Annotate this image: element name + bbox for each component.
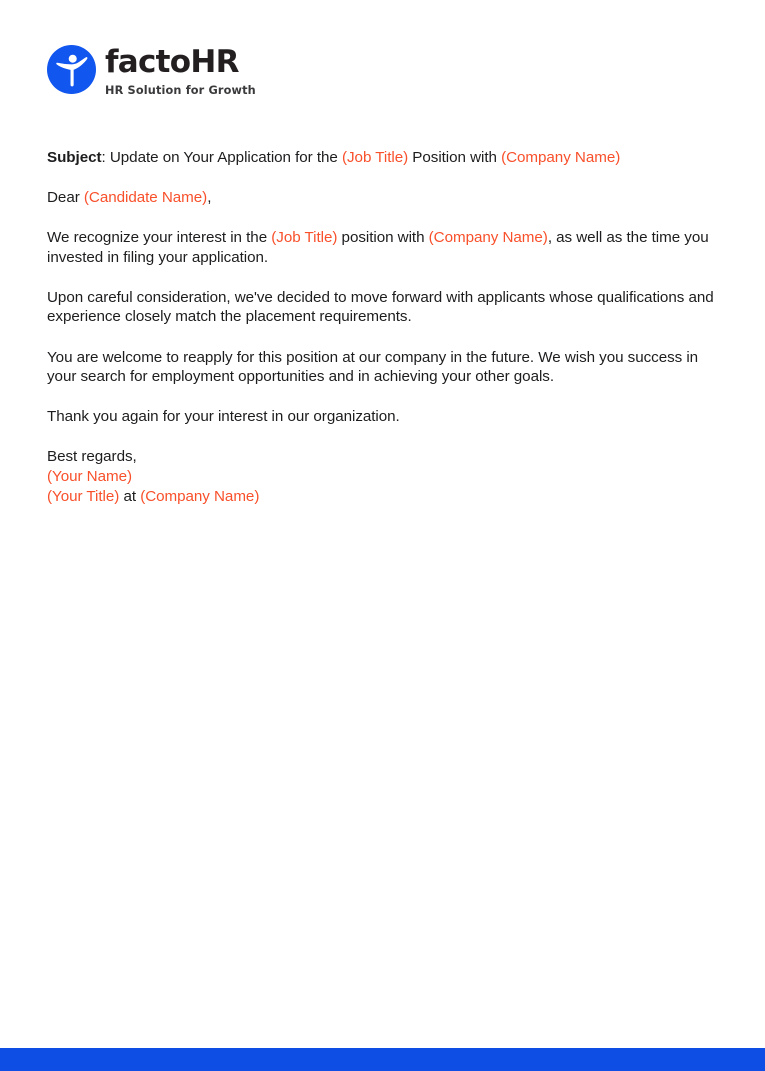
closing-block xyxy=(47,447,719,506)
letter-body xyxy=(47,148,719,506)
closing-your-title xyxy=(47,487,719,507)
salutation-line xyxy=(47,188,719,208)
paragraph-4: Thank you again for your interest in our organization. xyxy=(47,408,400,426)
paragraph-2: Upon careful consideration, we've decided to move forward with applicants whose qualifications and experience closely match the placement requirements. xyxy=(47,288,714,326)
placeholder-job-title: (Job Title) xyxy=(271,229,338,247)
footer-accent-bar xyxy=(0,1048,765,1071)
paragraph-1-text-2: position with xyxy=(337,229,429,247)
closing-connector: at xyxy=(119,487,141,505)
closing-your-name xyxy=(47,467,719,487)
paragraph-1-text-1: We recognize your interest in the xyxy=(47,229,272,247)
placeholder-your-name: (Your Name) xyxy=(47,467,132,485)
logo-tagline: HR Solution for Growth xyxy=(105,84,256,97)
subject-text-1: : Update on Your Application for the xyxy=(101,149,342,166)
subject-label: Subject xyxy=(47,149,102,166)
placeholder-job-title: (Job Title) xyxy=(342,149,409,166)
subject-line xyxy=(47,148,719,168)
factohr-logo xyxy=(47,45,256,96)
logo-text-block xyxy=(105,45,256,96)
salutation-greeting: Dear xyxy=(47,189,84,207)
subject-text-2: Position with xyxy=(408,149,502,166)
paragraph-3: You are welcome to reapply for this position at our company in the future. We wish you success in your search for employment opportunities and in achieving your other goals. xyxy=(47,348,699,386)
closing-best-regards: Best regards, xyxy=(47,448,137,466)
person-figure-icon xyxy=(47,45,96,94)
placeholder-your-title: (Your Title) xyxy=(47,487,120,505)
paragraph-1 xyxy=(47,228,719,267)
paragraph-1-text-3: , as well as the time you invested in filing your application. xyxy=(47,229,709,266)
placeholder-company-name: (Company Name) xyxy=(140,487,260,505)
placeholder-company-name: (Company Name) xyxy=(501,149,621,166)
placeholder-company-name: (Company Name) xyxy=(428,229,548,247)
salutation-punctuation: , xyxy=(207,189,212,207)
logo-wordmark: factoHR xyxy=(105,44,239,80)
placeholder-candidate-name: (Candidate Name) xyxy=(83,189,208,207)
